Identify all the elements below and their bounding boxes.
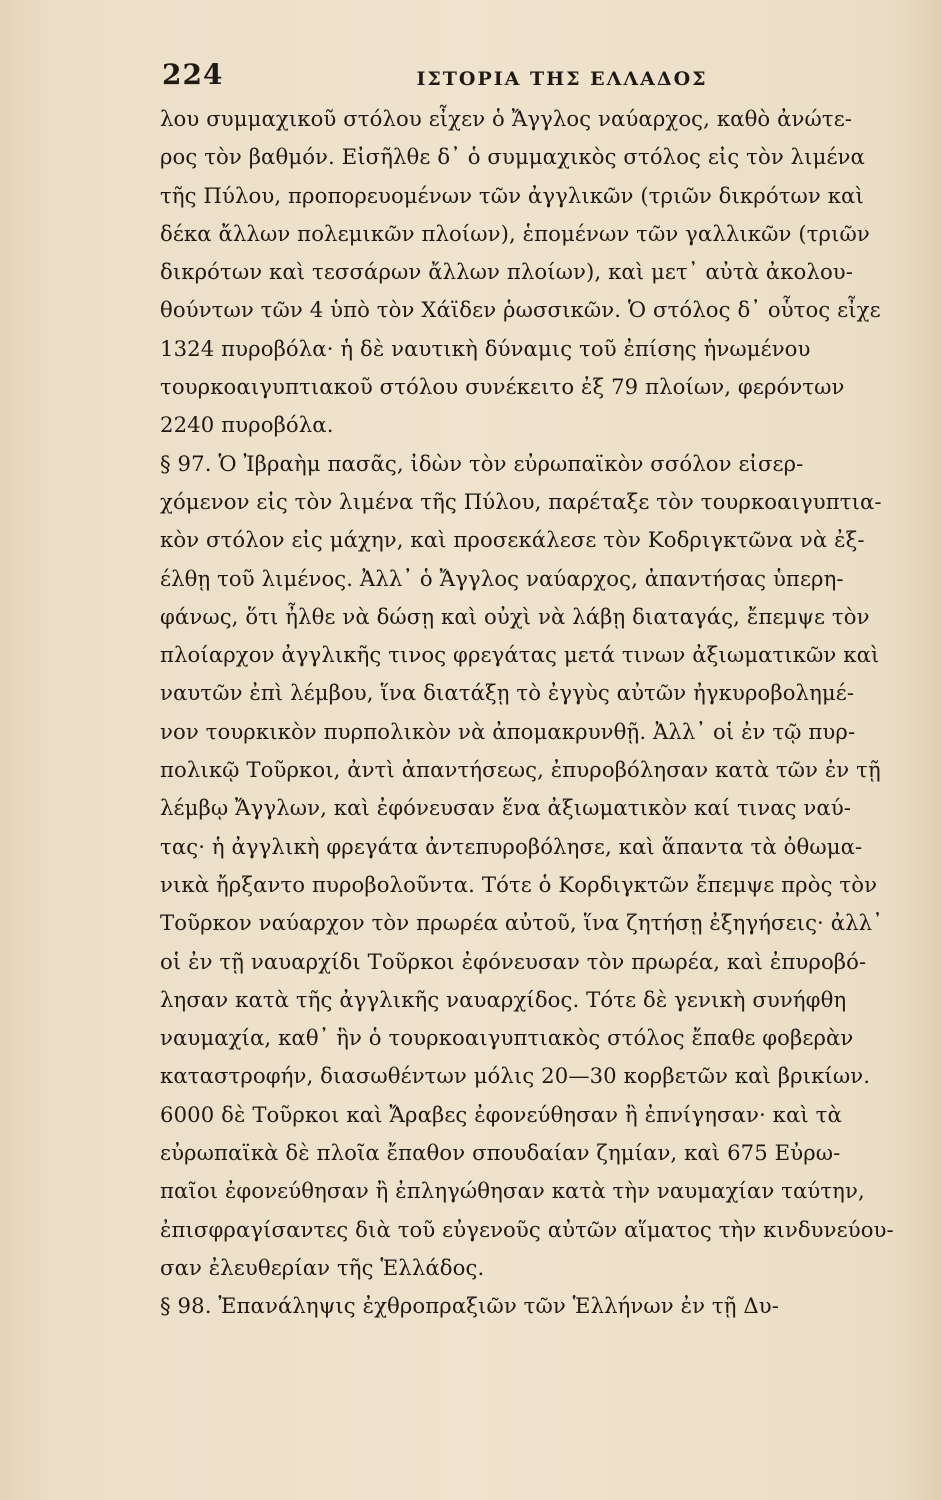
page-number: 224: [162, 58, 224, 91]
text-line: τας· ἡ ἀγγλικὴ φρεγάτα ἀντεπυροβόλησε, καὶ ἅπαντα τὰ ὀθωμα-: [160, 833, 863, 859]
text-line: Τοῦρκον ναύαρχον τὸν πρωρέα αὐτοῦ, ἵνα ζητήσῃ ἐξηγήσεις· ἀλλ᾽: [160, 910, 883, 936]
text-line: δέκα ἄλλων πολεμικῶν πλοίων), ἑπομένων τῶν γαλλικῶν (τριῶν: [160, 220, 870, 246]
text-line: πολικῷ Τοῦρκοι, ἀντὶ ἀπαντήσεως, ἐπυροβόλησαν κατὰ τῶν ἐν τῇ: [160, 757, 881, 783]
text-line: έλθῃ τοῦ λιμένος. Ἀλλ᾽ ὁ Ἄγγλος ναύαρχος, ἀπαντήσας ὑπερη-: [160, 565, 844, 591]
text-line: πλοίαρχον ἀγγλικῆς τινος φρεγάτας μετά τινων ἀξιωματικῶν καὶ: [160, 642, 880, 668]
text-line: δικρότων καὶ τεσσάρων ἄλλων πλοίων), καὶ μετ᾽ αὐτὰ ἀκολου-: [160, 259, 854, 285]
text-line: οἱ ἐν τῇ ναυαρχίδι Τοῦρκοι ἐφόνευσαν τὸν πρωρέα, καὶ ἐπυροβό-: [160, 948, 867, 974]
text-line: παῖοι ἐφονεύθησαν ἢ ἐπληγώθησαν κατὰ τὴν ναυμαχίαν ταύτην,: [160, 1178, 865, 1204]
text-line: 2240 πυροβόλα.: [160, 412, 334, 438]
text-line: καταστροφήν, διασωθέντων μόλις 20—30 κορβετῶν καὶ βρικίων.: [160, 1063, 871, 1089]
text-line: νικὰ ἤρξαντο πυροβολοῦντα. Τότε ὁ Κορδιγκτῶν ἔπεμψε πρὸς τὸν: [160, 871, 878, 897]
page-header: [162, 58, 932, 98]
text-line: ναυμαχία, καθ᾽ ἣν ὁ τουρκοαιγυπτιακὸς στόλος ἔπαθε φοβερὰν: [160, 1025, 854, 1051]
text-line: νον τουρκικὸν πυρπολικὸν νὰ ἀπομακρυνθῇ. Ἀλλ᾽ οἱ ἐν τῷ πυρ-: [160, 718, 856, 744]
text-line: τουρκοαιγυπτιακοῦ στόλου συνέκειτο ἐξ 79 πλοίων, φερόντων: [160, 374, 845, 400]
text-line: λου συμμαχικοῦ στόλου εἶχεν ὁ Ἄγγλος ναύαρχος, καθὸ ἀνώτε-: [160, 106, 853, 131]
text-line: ρος τὸν βαθμόν. Εἰσῆλθε δ᾽ ὁ συμμαχικὸς στόλος εἰς τὸν λιμένα: [160, 144, 865, 170]
text-line: τῆς Πύλου, προπορευομένων τῶν ἀγγλικῶν (τριῶν δικρότων καὶ: [160, 182, 864, 208]
text-line: θούντων τῶν 4 ὑπὸ τὸν Χάϊδεν ῥωσσικῶν. Ὁ στόλος δ᾽ οὗτος εἶχε: [160, 297, 881, 323]
text-line: ἐπισφραγίσαντες διὰ τοῦ εὐγενοῦς αὐτῶν αἵματος τὴν κινδυνεύου-: [160, 1216, 894, 1242]
section-98-heading-line: § 98. Ἐπανάληψις ἐχθροπραξιῶν τῶν Ἑλλήνων ἐν τῇ Δυ-: [160, 1293, 779, 1319]
text-line: σαν ἐλευθερίαν τῆς Ἑλλάδος.: [160, 1254, 485, 1280]
text-line: φάνως, ὅτι ἦλθε νὰ δώσῃ καὶ οὐχὶ νὰ λάβῃ διαταγάς, ἔπεμψε τὸν: [160, 603, 870, 629]
text-line: ναυτῶν ἐπὶ λέμβου, ἵνα διατάξῃ τὸ ἐγγὺς αὐτῶν ἠγκυροβολημέ-: [160, 680, 855, 706]
section-97-heading-line: § 97. Ὁ Ἰβραὴμ πασᾶς, ἰδὼν τὸν εὐρωπαϊκὸν σσόλον εἰσερ-: [160, 450, 804, 476]
text-line: λέμβῳ Ἄγγλων, καὶ ἐφόνευσαν ἕνα ἀξιωματικὸν καί τινας ναύ-: [160, 795, 852, 821]
text-line: χόμενον εἰς τὸν λιμένα τῆς Πύλου, παρέταξε τὸν τουρκοαιγυπτια-: [160, 488, 882, 514]
running-title: ΙΣΤΟΡΙΑ ΤΗΣ ΕΛΛΑΔΟΣ: [416, 68, 708, 90]
text-line: εὐρωπαϊκὰ δὲ πλοῖα ἔπαθον σπουδαίαν ζημίαν, καὶ 675 Εὐρω-: [160, 1140, 841, 1166]
text-line: λησαν κατὰ τῆς ἀγγλικῆς ναυαρχίδος. Τότε δὲ γενικὴ συνήφθη: [160, 986, 847, 1012]
text-line: 1324 πυροβόλα· ἡ δὲ ναυτικὴ δύναμις τοῦ ἐπίσης ἡνωμένου: [160, 335, 811, 361]
text-line: κὸν στόλον εἰς μάχην, καὶ προσεκάλεσε τὸν Κοδριγκτῶνα νὰ ἐξ-: [160, 527, 865, 553]
text-line: 6000 δὲ Τοῦρκοι καὶ Ἄραβες ἐφονεύθησαν ἢ ἐπνίγησαν· καὶ τὰ: [160, 1101, 842, 1127]
body-text: [160, 100, 934, 1326]
